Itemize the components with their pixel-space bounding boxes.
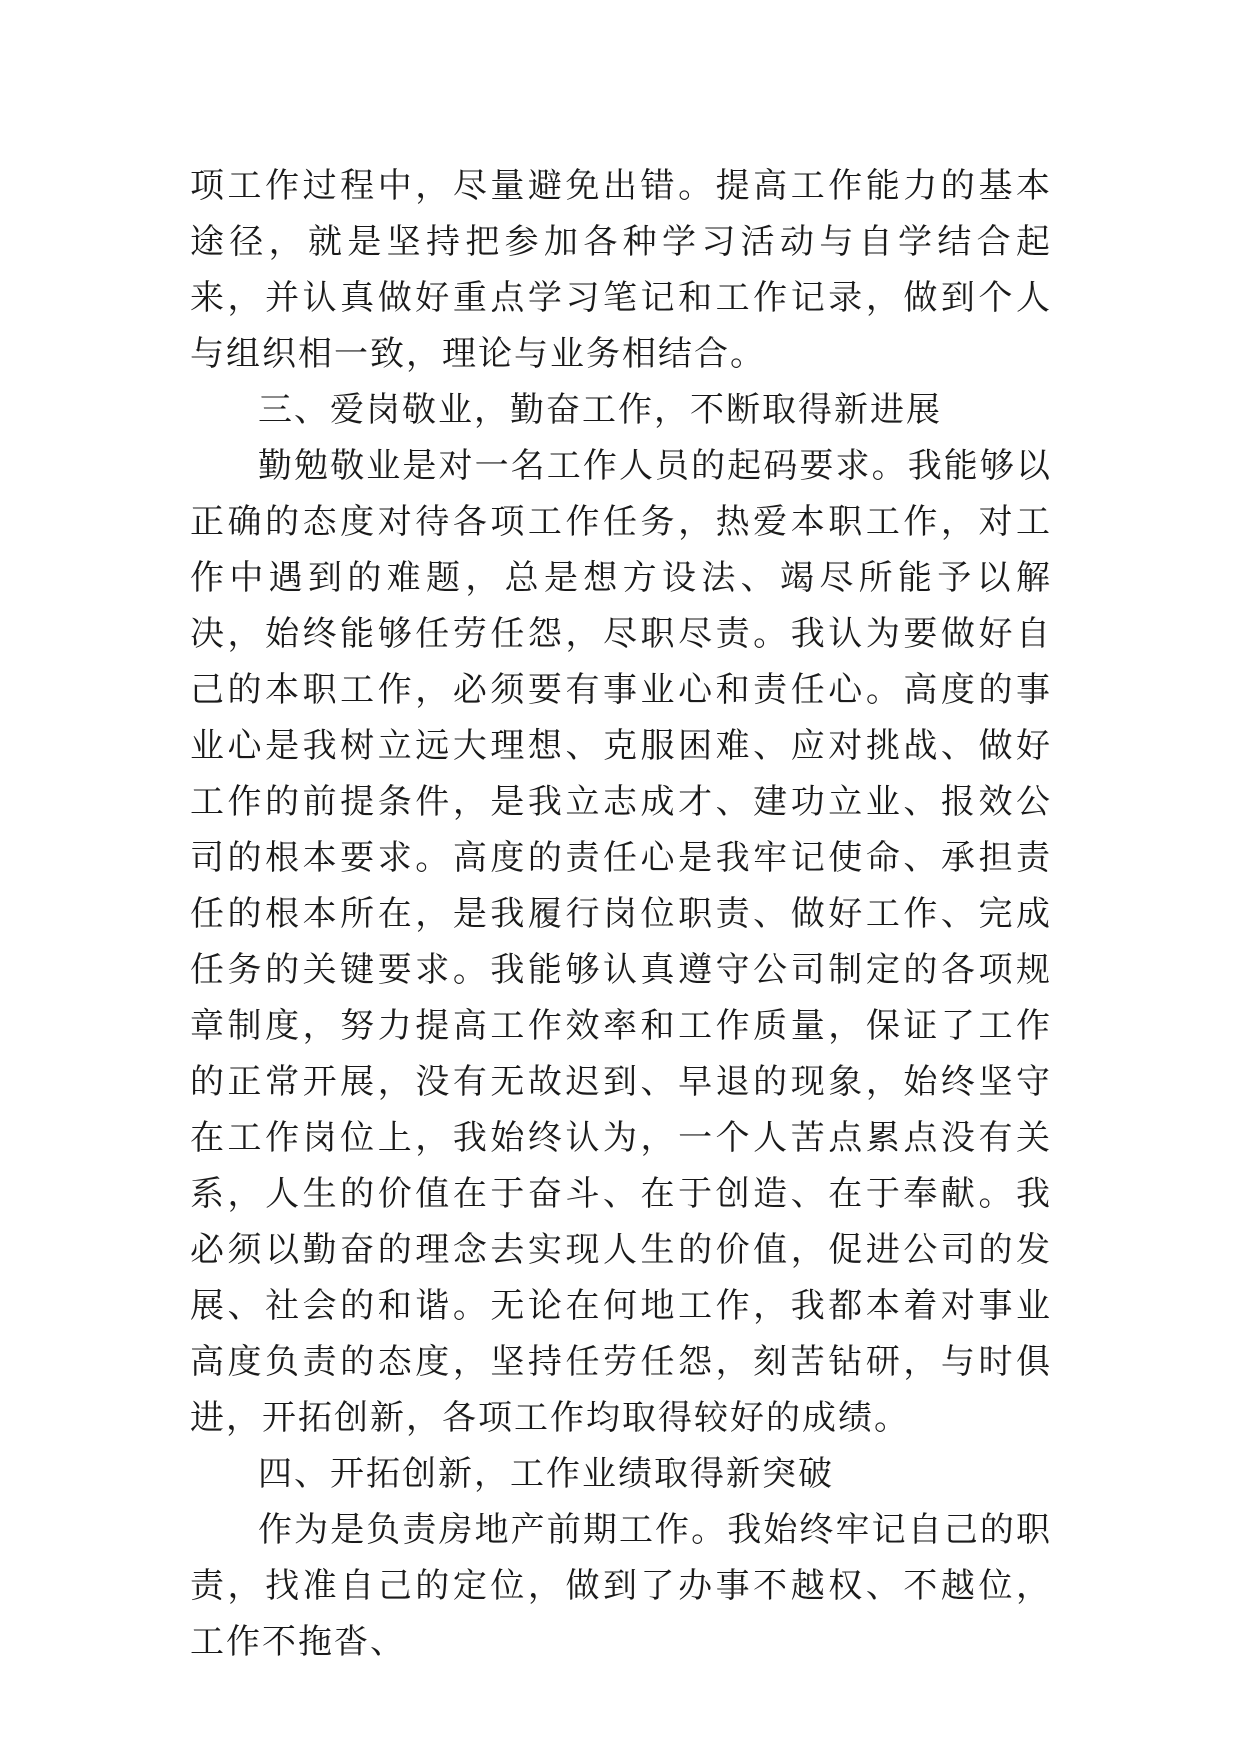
section-heading-3: 三、爱岗敬业，勤奋工作，不断取得新进展: [258, 390, 942, 430]
paragraph-continuation: 项工作过程中，尽量避免出错。提高工作能力的基本途径，就是坚持把参加各种学习活动与自学结合起来，并认真做好重点学习笔记和工作记录，做到个人与组织相一致，理论与业务相结合。: [190, 166, 1052, 374]
paragraph-section-3: 勤勉敬业是对一名工作人员的起码要求。我能够以正确的态度对待各项工作任务，热爱本职工作，对工作中遇到的难题，总是想方设法、竭尽所能予以解决，始终能够任劳任怨，尽职尽责。我认为要做好自己的本职工作，必须要有事业心和责任心。高度的事业心是我树立远大理想、克服困难、应对挑战、做好工作的前提条件，是我立志成才、建功立业、报效公司的根本要求。高度的责任心是我牢记使命、承担责任的根本所在，是我履行岗位职责、做好工作、完成任务的关键要求。我能够认真遵守公司制定的各项规章制度，努力提高工作效率和工作质量，保证了工作的正常开展，没有无故迟到、早退的现象，始终坚守在工作岗位上，我始终认为，一个人苦点累点没有关系，人生的价值在于奋斗、在于创造、在于奉献。我必须以勤奋的理念去实现人生的价值，促进公司的发展、社会的和谐。无论在何地工作，我都本着对事业高度负责的态度，坚持任劳任怨，刻苦钻研，与时俱进，开拓创新，各项工作均取得较好的成绩。: [190, 446, 1052, 1438]
section-heading-4: 四、开拓创新，工作业绩取得新突破: [258, 1454, 834, 1494]
paragraph-section-4: 作为是负责房地产前期工作。我始终牢记自己的职责，找准自己的定位，做到了办事不越权、不越位，工作不拖沓、: [190, 1510, 1052, 1662]
document-page: [190, 158, 1052, 1670]
